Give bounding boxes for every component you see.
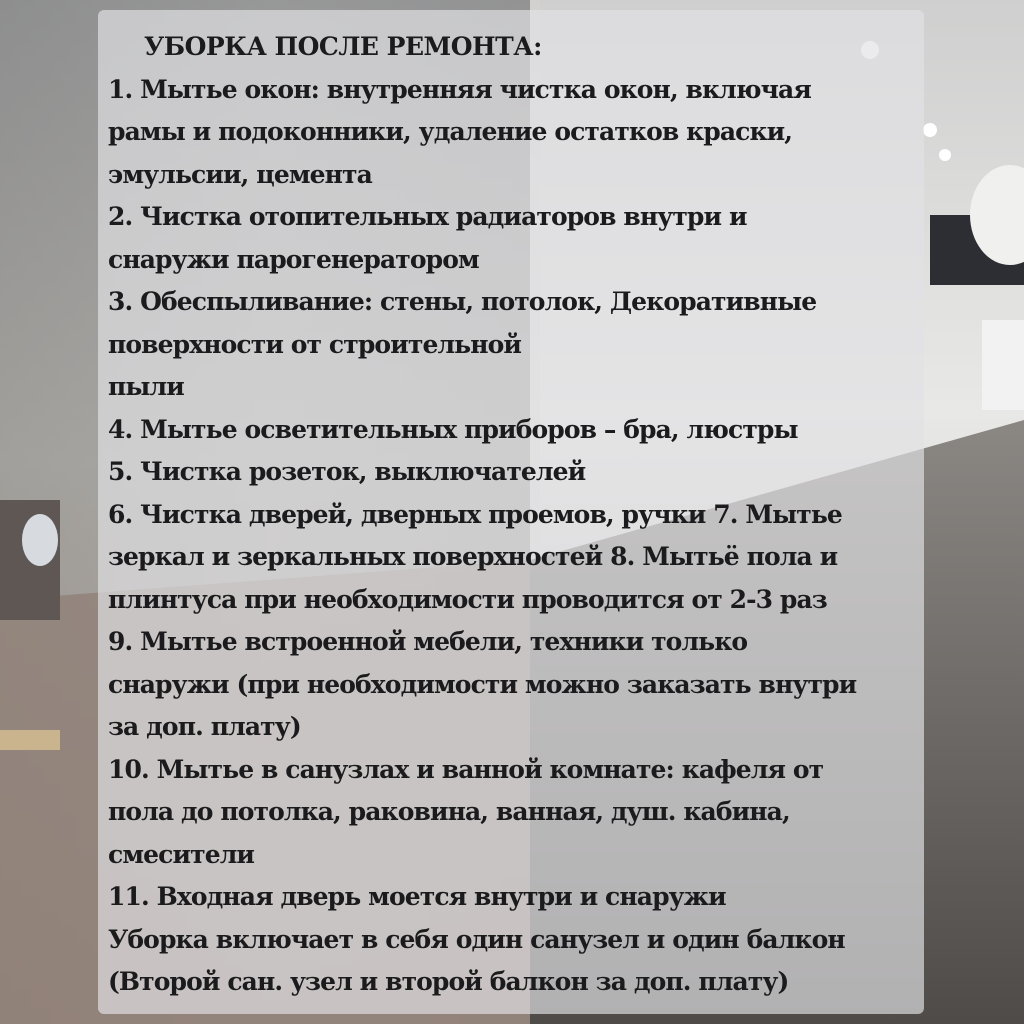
list-line: пола до потолка, раковина, ванная, душ. кабина, [108, 797, 790, 826]
list-line: рамы и подоконники, удаление остатков краски, [108, 117, 793, 146]
list-line: смесители [108, 839, 255, 869]
list-line: 11. Входная дверь моется внутри и снаружи [108, 882, 726, 911]
list-line: за доп. плату) [108, 712, 301, 741]
list-line: (Второй сан. узел и второй балкон за доп. плату) [108, 967, 789, 996]
list-line: поверхности от строительной [108, 329, 522, 359]
list-line: пыли [108, 372, 184, 401]
list-line: 2. Чистка отопительных радиаторов внутри и [108, 202, 747, 231]
list-title: УБОРКА ПОСЛЕ РЕМОНТА: [144, 32, 542, 61]
cleaning-list [108, 26, 920, 1004]
list-line: 6. Чистка дверей, дверных проемов, ручки 7. Мытье [108, 499, 842, 529]
list-line: 3. Обеспыливание: стены, потолок, Декоративные [108, 287, 817, 316]
list-line: плинтуса при необходимости проводится от 2-3 раз [108, 584, 827, 614]
list-line: 4. Мытье осветительных приборов – бра, люстры [108, 414, 798, 444]
list-line: 1. Мытье окон: внутренняя чистка окон, включая [108, 74, 811, 104]
list-line: снаружи (при необходимости можно заказать внутри [108, 669, 857, 699]
list-line: снаружи парогенератором [108, 244, 479, 274]
list-line: Уборка включает в себя один санузел и один балкон [108, 924, 845, 954]
list-line: эмульсии, цемента [108, 159, 372, 189]
list-line: зеркал и зеркальных поверхностей 8. Мытьё пола и [108, 542, 838, 571]
list-line: 5. Чистка розеток, выключателей [108, 457, 586, 486]
list-line: 10. Мытье в санузлах и ванной комнате: кафеля от [108, 754, 824, 784]
list-line: 9. Мытье встроенной мебели, техники только [108, 627, 748, 656]
